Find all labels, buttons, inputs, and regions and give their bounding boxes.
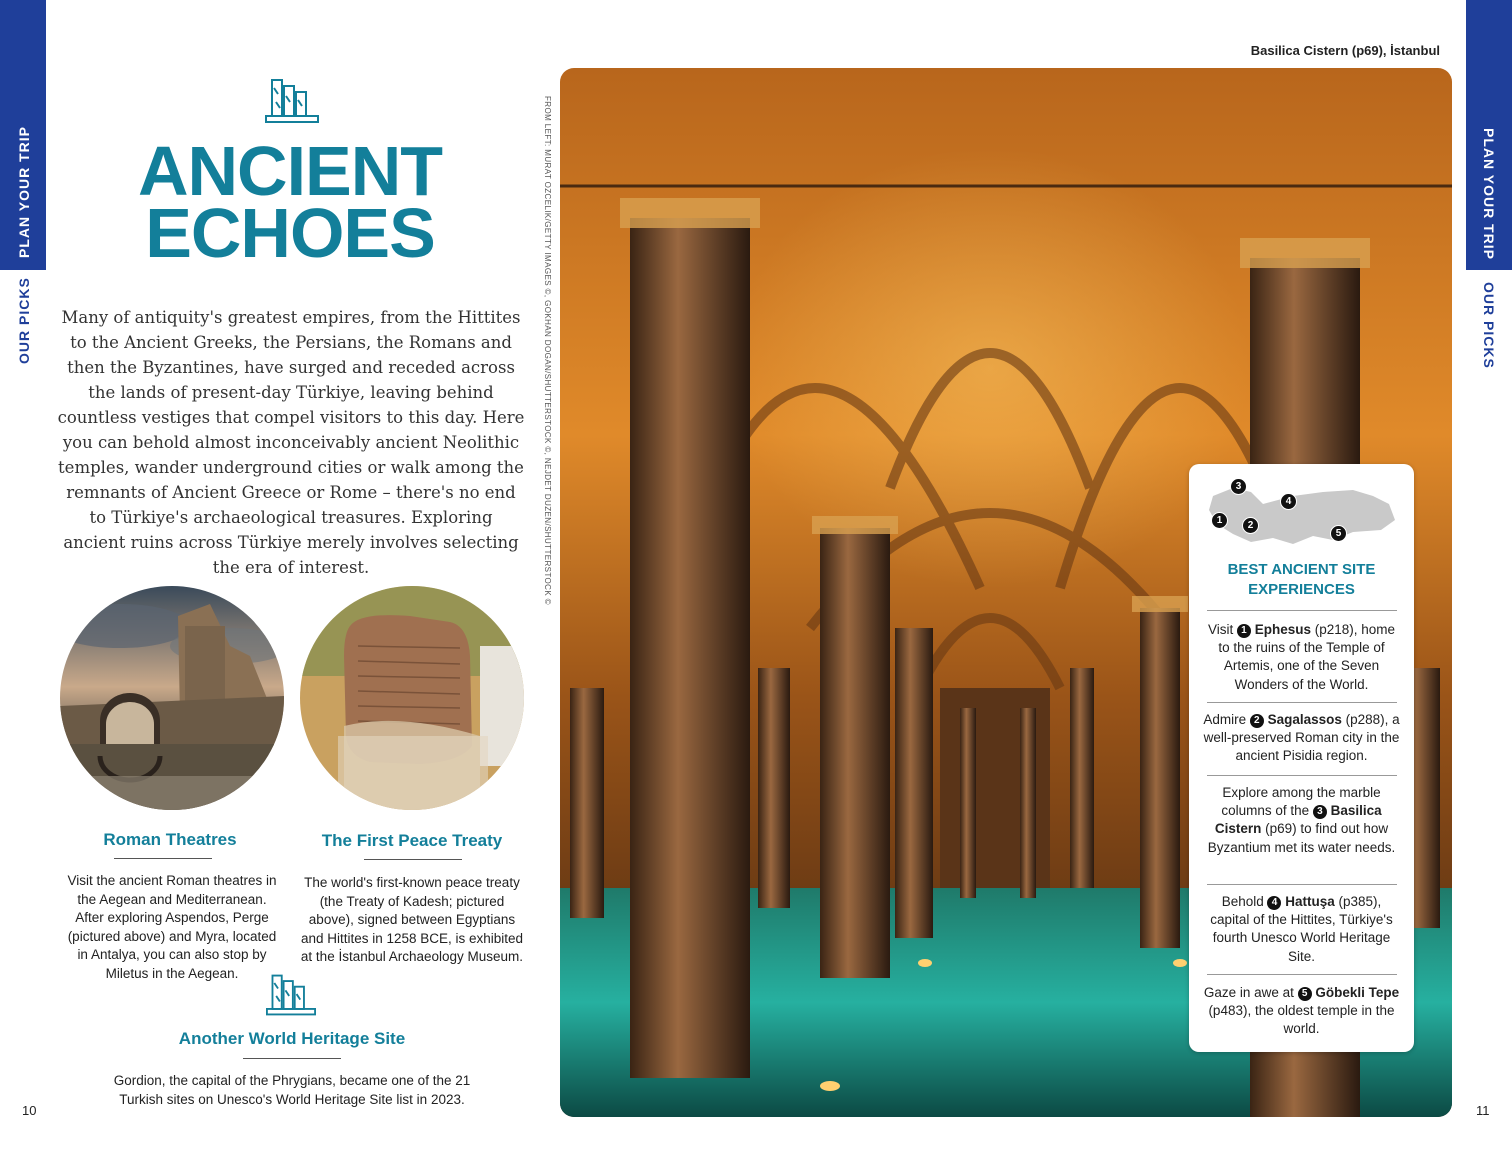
heading-underline	[364, 859, 462, 860]
subsection-label: OUR PICKS	[1481, 282, 1497, 369]
number-badge: 1	[1237, 624, 1251, 638]
experience-item	[1203, 621, 1400, 694]
site-name: Ephesus	[1254, 622, 1311, 637]
item-text: Behold	[1221, 894, 1268, 909]
feature-text-peace-treaty: The world's first-known peace treaty (the Treaty of Kadesh; pictured above), signed between Egyptians and Hittites in 1258 BCE, is exhibited at the İstanbul Archaeology Museum.	[300, 875, 524, 964]
experience-item	[1203, 711, 1400, 766]
heading-underline	[114, 858, 212, 859]
feature-text-roman-theatres: Visit the ancient Roman theatres in the Aegean and Mediterranean. After exploring Aspendos, Perge (pictured above) and Myra, located in Antalya, you can also stop by Miletus in the Aegean.	[67, 873, 277, 981]
peace-treaty-tablet-photo	[300, 586, 524, 810]
item-text: (p288), a well-preserved Roman city in the ancient Pisidia region.	[1203, 712, 1400, 764]
map-marker-1: 1	[1211, 512, 1228, 529]
best-experiences-box	[1189, 464, 1414, 1052]
experience-item	[1203, 784, 1400, 857]
box-divider	[1207, 702, 1397, 703]
item-text: Admire	[1203, 712, 1250, 727]
number-badge: 3	[1313, 805, 1327, 819]
map-marker-2: 2	[1242, 517, 1259, 534]
item-text: Explore among the marble columns of the	[1221, 785, 1381, 819]
experience-item	[1203, 984, 1400, 1039]
feature-text-world-heritage: Gordion, the capital of the Phrygians, became one of the 21 Turkish sites on Unesco's World Heritage Site list in 2023.	[113, 1073, 471, 1107]
section-label: PLAN YOUR TRIP	[1481, 128, 1497, 260]
site-name: Basilica Cistern	[1214, 803, 1382, 837]
roman-ruins-photo	[60, 586, 284, 810]
map-marker-5: 5	[1330, 525, 1347, 542]
title-line-2: ECHOES	[145, 194, 435, 272]
number-badge: 4	[1267, 896, 1281, 910]
box-divider	[1207, 974, 1397, 975]
heading-underline	[243, 1058, 341, 1059]
experience-item	[1203, 893, 1400, 966]
photo-caption: Basilica Cistern (p69), İstanbul	[1250, 43, 1440, 58]
map-marker-3: 3	[1230, 478, 1247, 495]
section-label: PLAN YOUR TRIP	[16, 126, 32, 258]
box-title-line-2: EXPERIENCES	[1248, 581, 1355, 598]
map-marker-4: 4	[1280, 493, 1297, 510]
box-title-line-1: BEST ANCIENT SITE	[1227, 561, 1376, 578]
page-number-left: 10	[22, 1103, 37, 1118]
page-number-right: 11	[1476, 1103, 1490, 1118]
page-title	[100, 132, 480, 272]
feature-heading-peace-treaty: The First Peace Treaty	[321, 831, 503, 850]
number-badge: 2	[1250, 714, 1264, 728]
box-title	[1189, 560, 1414, 600]
box-divider	[1207, 775, 1397, 776]
site-name: Hattuşa	[1285, 894, 1335, 909]
item-text: Gaze in awe at	[1203, 985, 1298, 1000]
feature-heading-world-heritage: Another World Heritage Site	[178, 1029, 406, 1048]
title-line-1: ANCIENT	[137, 132, 443, 210]
ruins-columns-icon	[265, 970, 317, 1020]
item-text: (p218), home to the ruins of the Temple of Artemis, one of the Seven Wonders of the World.	[1218, 622, 1396, 692]
number-badge: 5	[1298, 987, 1312, 1001]
box-divider	[1207, 884, 1397, 885]
box-divider	[1207, 610, 1397, 611]
item-text: Visit	[1207, 622, 1237, 637]
subsection-label: OUR PICKS	[16, 277, 32, 364]
intro-paragraph: Many of antiquity's greatest empires, from the Hittites to the Ancient Greeks, the Persians, the Romans and then the Byzantines, have surged and receded across the lands of present-day Türkiye, leaving behind countless vestiges that compel visitors to this day. Here you can behold almost inconceivably ancient Neolithic temples, wander underground cities or walk among the remnants of Ancient Greece or Rome – there's no end to Türkiye's archaeological treasures. Exploring ancient ruins across Türkiye merely involves selecting the era of interest.	[57, 308, 525, 577]
item-text: (p69) to find out how Byzantium met its water needs.	[1207, 821, 1396, 855]
item-text: (p385), capital of the Hittites, Türkiye's fourth Unesco World Heritage Site.	[1210, 894, 1393, 964]
site-name: Göbekli Tepe	[1315, 985, 1400, 1000]
item-text: (p483), the oldest temple in the world.	[1208, 1003, 1395, 1037]
site-name: Sagalassos	[1267, 712, 1342, 727]
photo-credit: FROM LEFT: MURAT OZCELIK/GETTY IMAGES ©, GOKHAN DOGAN/SHUTTERSTOCK ©, NEJDET DUZEN/SHUTTERSTOCK ©	[543, 96, 552, 605]
feature-heading-roman-theatres: Roman Theatres	[103, 830, 237, 849]
ruins-columns-icon	[264, 74, 320, 128]
